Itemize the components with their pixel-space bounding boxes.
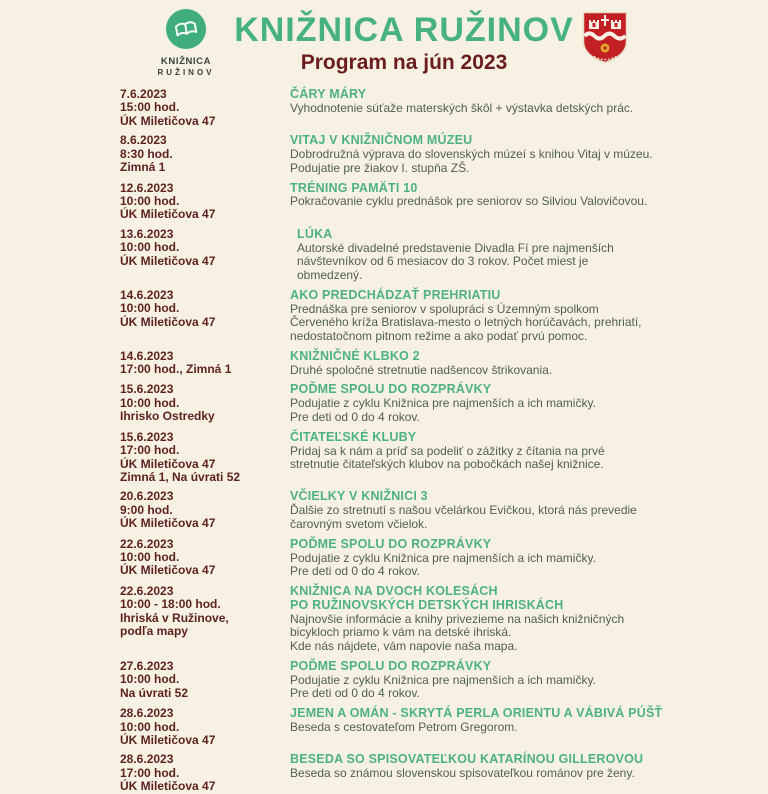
- event-when-line: 15.6.2023: [120, 429, 174, 444]
- event-description-line: nedostatočnom pitnom režime a ako podať prvú pomoc.: [290, 329, 588, 344]
- event-when-line: 7.6.2023: [120, 87, 167, 101]
- library-logo: [138, 8, 234, 77]
- event-title-line: BESEDA SO SPISOVATEĽKOU KATARÍNOU GILLEROVOU: [290, 752, 644, 767]
- page-subtitle: Program na jún 2023: [300, 51, 508, 74]
- event-when-line: 27.6.2023: [120, 658, 174, 673]
- event-title-line: AKO PREDCHÁDZAŤ PREHRIATIU: [290, 287, 501, 302]
- event-datetime-location: [120, 383, 290, 424]
- event-row: [120, 431, 710, 485]
- event-row: [120, 350, 710, 378]
- event-description-line: Podujatie pre žiakov I. stupňa ZŠ.: [290, 160, 470, 175]
- event-title: [290, 431, 710, 445]
- event-details: [290, 289, 710, 344]
- event-when-line: 10:00 hod.: [120, 240, 180, 255]
- event-title: [290, 538, 710, 552]
- event-description-line: bicykloch priamo k vám na detské ihriská.: [290, 625, 512, 640]
- event-when-line: podľa mapy: [120, 624, 188, 639]
- event-when-line: 9:00 hod.: [120, 502, 173, 517]
- event-description: [290, 504, 710, 531]
- event-row: [120, 753, 710, 793]
- event-row: [120, 490, 710, 531]
- event-details: [290, 538, 710, 579]
- poster-titles: [234, 8, 574, 74]
- event-datetime-location: [120, 88, 290, 128]
- event-row: [120, 134, 710, 175]
- event-row: [120, 707, 710, 747]
- event-title-line: TRÉNING PAMÄTI 10: [290, 180, 418, 195]
- event-details: [290, 490, 710, 531]
- event-when-line: 8.6.2023: [120, 133, 167, 148]
- event-details: [290, 383, 710, 424]
- event-datetime-location: [120, 490, 290, 531]
- event-title-line: VITAJ V KNIŽNIČNOM MÚZEU: [290, 133, 473, 148]
- event-details: [290, 431, 710, 485]
- event-title: [290, 350, 710, 364]
- event-description-line: Beseda so známou slovenskou spisovateľkou románov pre ženy.: [290, 766, 635, 781]
- event-row: [120, 228, 710, 283]
- event-title-line: KNIŽNICA NA DVOCH KOLESÁCH: [290, 583, 498, 598]
- event-description-line: Pre deti od 0 do 4 rokov.: [290, 564, 420, 579]
- event-description-line: Pridaj sa k nám a príď sa podeliť o zážitky z čítania na prvé: [290, 443, 605, 458]
- event-details: [290, 182, 710, 222]
- event-row: [120, 289, 710, 344]
- event-description-line: Podujatie z cyklu Knižnica pre najmenších a ich mamičky.: [290, 396, 596, 411]
- event-when-line: 10:00 hod.: [120, 395, 180, 410]
- event-title: [290, 88, 710, 102]
- event-description: [297, 242, 710, 283]
- event-when-line: 20.6.2023: [120, 489, 174, 504]
- event-when-line: 10:00 hod.: [120, 719, 180, 734]
- event-description: [290, 102, 710, 116]
- event-title-line: PO RUŽINOVSKÝCH DETSKÝCH IHRISKÁCH: [290, 597, 564, 612]
- event-when-line: ÚK Miletičova 47: [120, 253, 216, 268]
- event-when-line: 10:00 hod.: [120, 193, 180, 208]
- page-title: KNIŽNICA RUŽINOV: [234, 11, 574, 49]
- event-description-line: Podujatie z cyklu Knižnica pre najmenších a ich mamičky.: [290, 550, 596, 565]
- event-title-line: KNIŽNIČNÉ KLBKO 2: [290, 348, 420, 363]
- event-when-line: Na úvrati 52: [120, 685, 189, 700]
- event-when-line: 22.6.2023: [120, 583, 174, 598]
- event-title-line: POĎME SPOLU DO ROZPRÁVKY: [290, 658, 492, 673]
- event-description-line: Beseda s cestovateľom Petrom Gregorom.: [290, 720, 518, 735]
- event-description-line: Druhé spoločné stretnutie nadšencov štrikovania.: [290, 362, 553, 377]
- event-description: [290, 397, 710, 424]
- event-title-line: POĎME SPOLU DO ROZPRÁVKY: [290, 382, 492, 397]
- event-when-line: 10:00 hod.: [120, 672, 180, 687]
- event-row: [120, 538, 710, 579]
- event-title: [290, 134, 710, 148]
- event-description: [290, 721, 710, 735]
- event-description: [290, 552, 710, 579]
- event-when-line: Zimná 1, Na úvrati 52: [120, 469, 241, 484]
- event-when-line: 14.6.2023: [120, 348, 174, 363]
- event-title-line: ČITATEĽSKÉ KLUBY: [290, 429, 417, 444]
- event-details: [290, 228, 710, 283]
- event-description-line: Červeného kríža Bratislava-mesto o letných horúčavách, prehriatí,: [290, 315, 642, 330]
- event-row: [120, 383, 710, 424]
- event-description: [290, 613, 710, 654]
- poster-header: [0, 8, 768, 77]
- event-title-line: LÚKA: [297, 226, 333, 241]
- event-datetime-location: [120, 228, 290, 283]
- event-title: [290, 585, 710, 613]
- event-description-line: Dobrodružná výprava do slovenských múzeí s knihou Vitaj v múzeu.: [290, 147, 653, 162]
- event-when-line: Ihrisko Ostredky: [120, 409, 215, 424]
- event-when-line: 8:30 hod.: [120, 146, 173, 161]
- event-when-line: ÚK Miletičova 47: [120, 779, 216, 794]
- event-description: [290, 364, 710, 378]
- event-when-line: 17:00 hod.: [120, 443, 180, 458]
- event-row: [120, 182, 710, 222]
- event-datetime-location: [120, 660, 290, 701]
- event-title: [290, 753, 710, 767]
- event-when-line: ÚK Miletičova 47: [120, 113, 216, 128]
- event-description-line: čarovným svetom včielok.: [290, 516, 428, 531]
- event-datetime-location: [120, 431, 290, 485]
- event-details: [290, 753, 710, 793]
- coat-of-arms-icon: [574, 8, 636, 65]
- event-title: [290, 383, 710, 397]
- event-description-line: návštevníkov od 6 mesiacov do 3 rokov. Počet miest je: [297, 254, 589, 269]
- event-title: [290, 289, 710, 303]
- logo-wordmark-line2: RUŽINOV: [157, 68, 215, 77]
- event-title: [290, 660, 710, 674]
- event-when-line: ÚK Miletičova 47: [120, 314, 216, 329]
- event-row: [120, 660, 710, 701]
- event-when-line: ÚK Miletičova 47: [120, 207, 216, 222]
- event-when-line: 28.6.2023: [120, 706, 174, 721]
- event-details: [290, 88, 710, 128]
- event-datetime-location: [120, 350, 290, 378]
- event-description-line: Pre deti od 0 do 4 rokov.: [290, 686, 420, 701]
- event-datetime-location: [120, 289, 290, 344]
- event-description: [290, 303, 710, 344]
- event-when-line: Ihriská v Ružinove,: [120, 610, 229, 625]
- event-when-line: Zimná 1: [120, 160, 166, 175]
- event-when-line: 15.6.2023: [120, 382, 174, 397]
- event-description-line: Vyhodnotenie súťaže materských škôl + výstavka detských prác.: [290, 100, 634, 115]
- event-when-line: 28.6.2023: [120, 752, 174, 767]
- event-description-line: Najnovšie informácie a knihy privezieme na našich knižničných: [290, 611, 625, 626]
- event-details: [290, 660, 710, 701]
- event-datetime-location: [120, 707, 290, 747]
- event-when-line: 17:00 hod., Zimná 1: [120, 362, 232, 377]
- event-title-line: ČÁRY MÁRY: [290, 87, 367, 101]
- event-description-line: Podujatie z cyklu Knižnica pre najmenších a ich mamičky.: [290, 672, 596, 687]
- event-datetime-location: [120, 182, 290, 222]
- event-details: [290, 707, 710, 747]
- event-details: [290, 134, 710, 175]
- event-when-line: ÚK Miletičova 47: [120, 456, 216, 471]
- event-when-line: 10:00 hod.: [120, 550, 180, 565]
- event-description-line: Pokračovanie cyklu prednášok pre seniorov so Silviou Valovičovou.: [290, 194, 648, 209]
- event-datetime-location: [120, 753, 290, 793]
- events-list: [120, 88, 710, 794]
- event-title-line: POĎME SPOLU DO ROZPRÁVKY: [290, 536, 492, 551]
- event-title-line: VČIELKY V KNIŽNICI 3: [290, 489, 428, 504]
- event-when-line: ÚK Miletičova 47: [120, 563, 216, 578]
- event-datetime-location: [120, 538, 290, 579]
- open-book-icon: [165, 8, 207, 50]
- event-description-line: stretnutie čitateľských klubov na pobočkách našej knižnice.: [290, 457, 604, 472]
- event-details: [290, 585, 710, 654]
- event-when-line: 22.6.2023: [120, 536, 174, 551]
- event-row: [120, 88, 710, 128]
- event-description-line: obmedzený.: [297, 268, 363, 283]
- event-description: [290, 767, 710, 781]
- event-when-line: 10:00 - 18:00 hod.: [120, 597, 221, 612]
- event-when-line: 10:00 hod.: [120, 301, 180, 316]
- event-when-line: 15:00 hod.: [120, 100, 180, 115]
- event-when-line: ÚK Miletičova 47: [120, 733, 216, 747]
- event-title: [290, 707, 710, 721]
- event-description: [290, 674, 710, 701]
- event-description-line: Pre deti od 0 do 4 rokov.: [290, 410, 420, 424]
- event-description-line: Ďalšie zo stretnutí s našou včelárkou Evičkou, ktorá nás prevedie: [290, 503, 637, 518]
- logo-wordmark-line1: KNIŽNICA: [160, 56, 212, 67]
- event-datetime-location: [120, 134, 290, 175]
- event-when-line: 12.6.2023: [120, 180, 174, 195]
- event-when-line: 17:00 hod.: [120, 765, 180, 780]
- event-description: [290, 148, 710, 175]
- event-details: [290, 350, 710, 378]
- event-description-line: Kde nás nájdete, vám napovie naša mapa.: [290, 639, 518, 654]
- event-description-line: Autorské divadelné predstavenie Divadla Fí pre najmenších: [297, 240, 614, 255]
- event-when-line: 13.6.2023: [120, 226, 174, 241]
- event-when-line: ÚK Miletičova 47: [120, 516, 216, 531]
- event-title: [290, 182, 710, 196]
- event-title-line: JEMEN A OMÁN - SKRYTÁ PERLA ORIENTU A VÁBIVÁ PÚŠŤ: [290, 706, 663, 721]
- event-description: [290, 195, 710, 209]
- event-row: [120, 585, 710, 654]
- event-description-line: Prednáška pre seniorov v spolupráci s Územným spolkom: [290, 301, 599, 316]
- event-when-line: 14.6.2023: [120, 287, 174, 302]
- event-title: [297, 228, 710, 242]
- event-datetime-location: [120, 585, 290, 654]
- event-description: [290, 445, 710, 472]
